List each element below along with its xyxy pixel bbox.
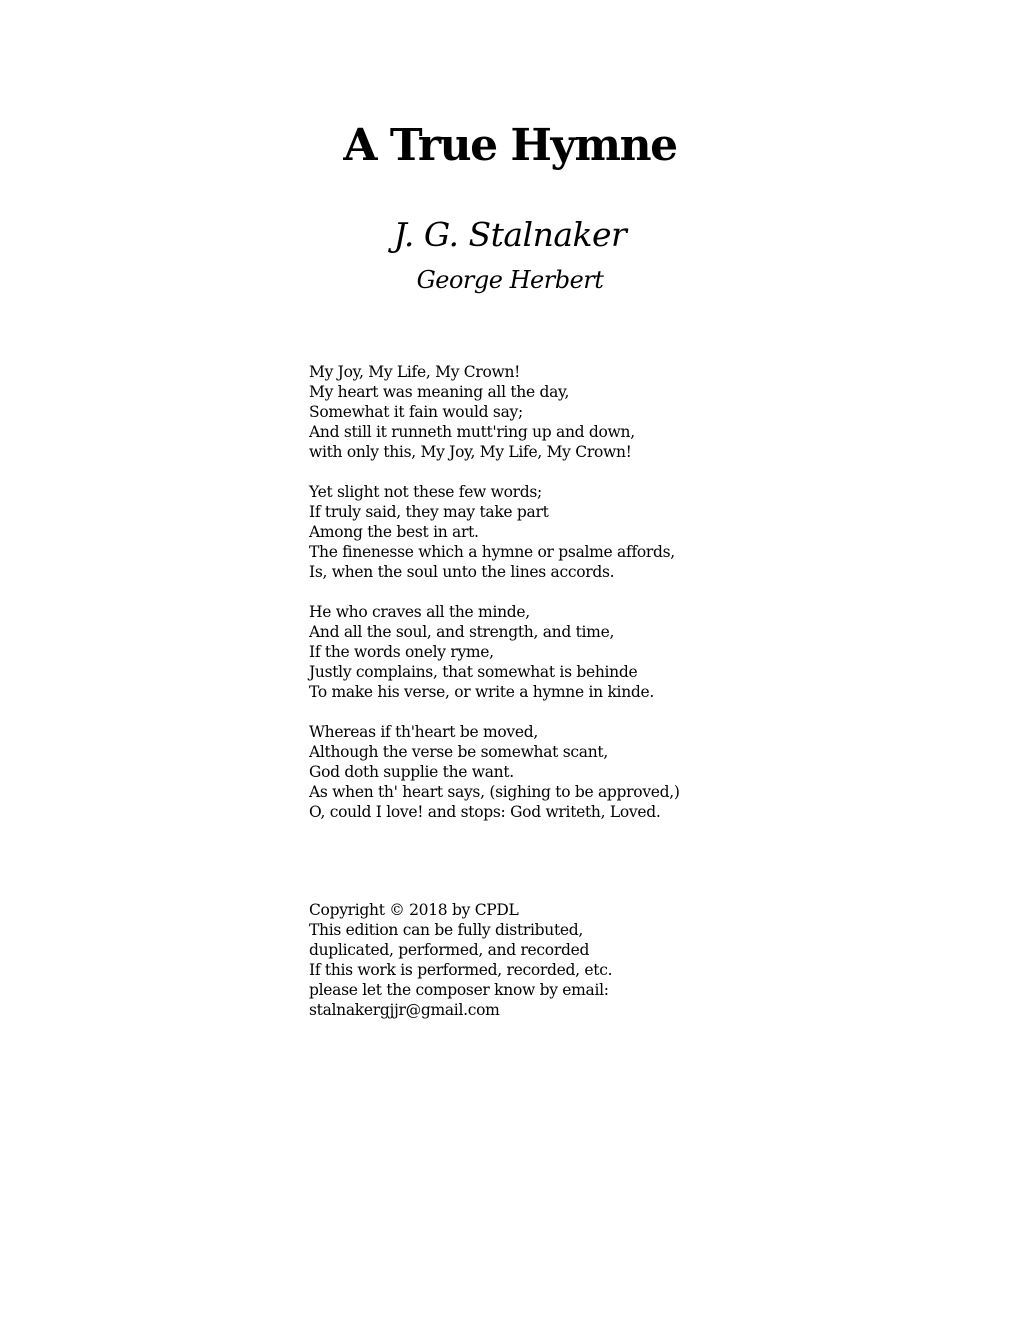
poem-line: Justly complains, that somewhat is behinde xyxy=(309,663,638,681)
copyright-notice xyxy=(309,900,989,1020)
poem-line: And all the soul, and strength, and time, xyxy=(309,623,615,641)
copyright-line: please let the composer know by email: xyxy=(309,981,609,999)
copyright-line: This edition can be fully distributed, xyxy=(309,921,583,939)
poem-line: As when th' heart says, (sighing to be approved,) xyxy=(309,783,680,801)
poem-line: To make his verse, or write a hymne in kinde. xyxy=(309,683,655,701)
poem-line: If truly said, they may take part xyxy=(309,503,549,521)
poem-line: Somewhat it fain would say; xyxy=(309,403,523,421)
stanza-2 xyxy=(309,482,989,582)
poem-line: If the words onely ryme, xyxy=(309,643,494,661)
poet-name: George Herbert xyxy=(416,266,604,294)
poem-line: God doth supplie the want. xyxy=(309,763,514,781)
poem-line: He who craves all the minde, xyxy=(309,603,530,621)
copyright-line: If this work is performed, recorded, etc. xyxy=(309,961,613,979)
poem-line: Yet slight not these few words; xyxy=(309,483,542,501)
poem-line: And still it runneth mutt'ring up and down, xyxy=(309,423,635,441)
stanza-3 xyxy=(309,602,989,702)
page-title: A True Hymne xyxy=(343,120,677,171)
poem-text xyxy=(309,362,989,842)
copyright-line: Copyright © 2018 by CPDL xyxy=(309,901,519,919)
poem-line: Although the verse be somewhat scant, xyxy=(309,743,608,761)
poem-line: The finenesse which a hymne or psalme affords, xyxy=(309,543,675,561)
poem-line: Whereas if th'heart be moved, xyxy=(309,723,538,741)
stanza-1 xyxy=(309,362,989,462)
composer-name: J. G. Stalnaker xyxy=(393,215,627,254)
stanza-4 xyxy=(309,722,989,822)
poem-line: Is, when the soul unto the lines accords. xyxy=(309,563,615,581)
poem-line: My heart was meaning all the day, xyxy=(309,383,570,401)
poem-line: O, could I love! and stops: God writeth, Loved. xyxy=(309,803,661,821)
copyright-line: duplicated, performed, and recorded xyxy=(309,941,590,959)
poem-line: My Joy, My Life, My Crown! xyxy=(309,363,521,381)
poem-line: with only this, My Joy, My Life, My Crown! xyxy=(309,443,632,461)
poem-line: Among the best in art. xyxy=(309,523,479,541)
contact-email: stalnakergjjr@gmail.com xyxy=(309,1001,500,1019)
